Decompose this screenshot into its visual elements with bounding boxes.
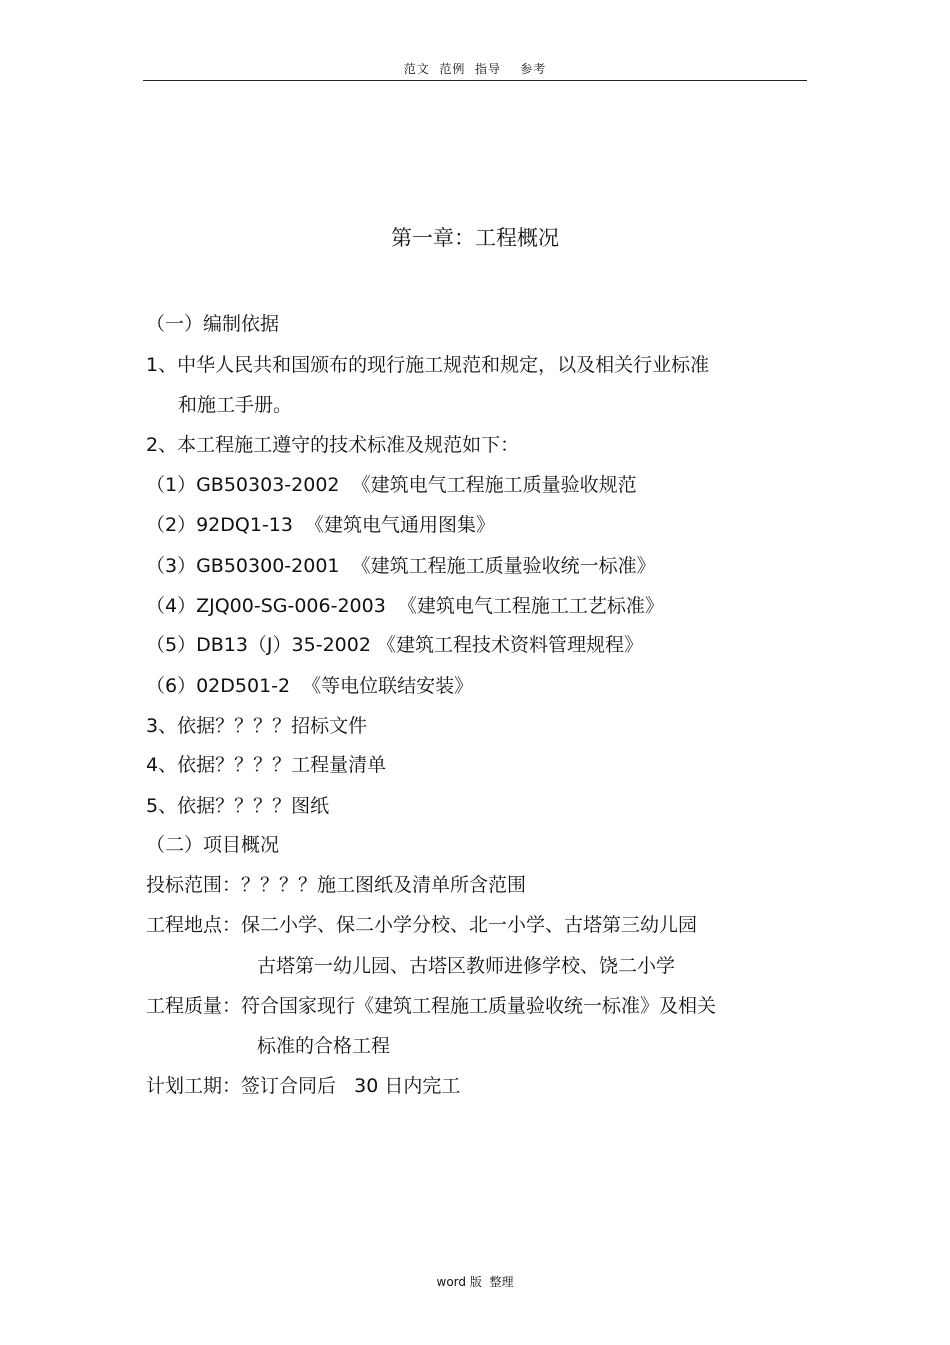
standard-item-5: （5）DB13（J）35-2002 《建筑工程技术资料管理规程》: [146, 634, 643, 656]
section-heading-overview: （二）项目概况: [146, 834, 280, 856]
project-quality-continued: 标准的合格工程: [257, 1035, 391, 1057]
section-heading-basis: （一）编制依据: [146, 313, 280, 335]
list-item-1: 1、中华人民共和国颁布的现行施工规范和规定，以及相关行业标准: [146, 354, 710, 376]
project-location: 工程地点：保二小学、保二小学分校、北一小学、古塔第三幼儿园: [146, 914, 698, 936]
list-item-1-continued: 和施工手册。: [178, 394, 293, 416]
standard-item-2: （2）92DQ1-13 《建筑电气通用图集》: [146, 514, 496, 536]
standard-item-6: （6）02D501-2 《等电位联结安装》: [146, 675, 474, 697]
list-item-2: 2、本工程施工遵守的技术标准及规范如下：: [146, 434, 520, 456]
standard-item-1: （1）GB50303-2002 《建筑电气工程施工质量验收规范: [146, 474, 637, 496]
standard-item-4: （4）ZJQ00-SG-006-2003 《建筑电气工程施工工艺标准》: [146, 595, 664, 617]
page-footer: word 版 整理: [436, 1275, 514, 1289]
project-location-continued: 古塔第一幼儿园、古塔区教师进修学校、饶二小学: [257, 955, 676, 977]
project-quality: 工程质量：符合国家现行《建筑工程施工质量验收统一标准》及相关: [146, 995, 717, 1017]
header-text: 范文 范例 指导 参考: [403, 62, 547, 76]
list-item-5: 5、依据？？？？图纸: [146, 795, 330, 817]
page-header: [143, 58, 807, 81]
chapter-title: 第一章：工程概况: [391, 226, 559, 250]
list-item-3: 3、依据？？？？招标文件: [146, 715, 368, 737]
list-item-4: 4、依据？？？？工程量清单: [146, 754, 387, 776]
standard-item-3: （3）GB50300-2001 《建筑工程施工质量验收统一标准》: [146, 555, 656, 577]
bid-scope: 投标范围：？？？？施工图纸及清单所含范围: [146, 874, 527, 896]
planned-schedule: 计划工期：签订合同后 30 日内完工: [146, 1075, 461, 1097]
